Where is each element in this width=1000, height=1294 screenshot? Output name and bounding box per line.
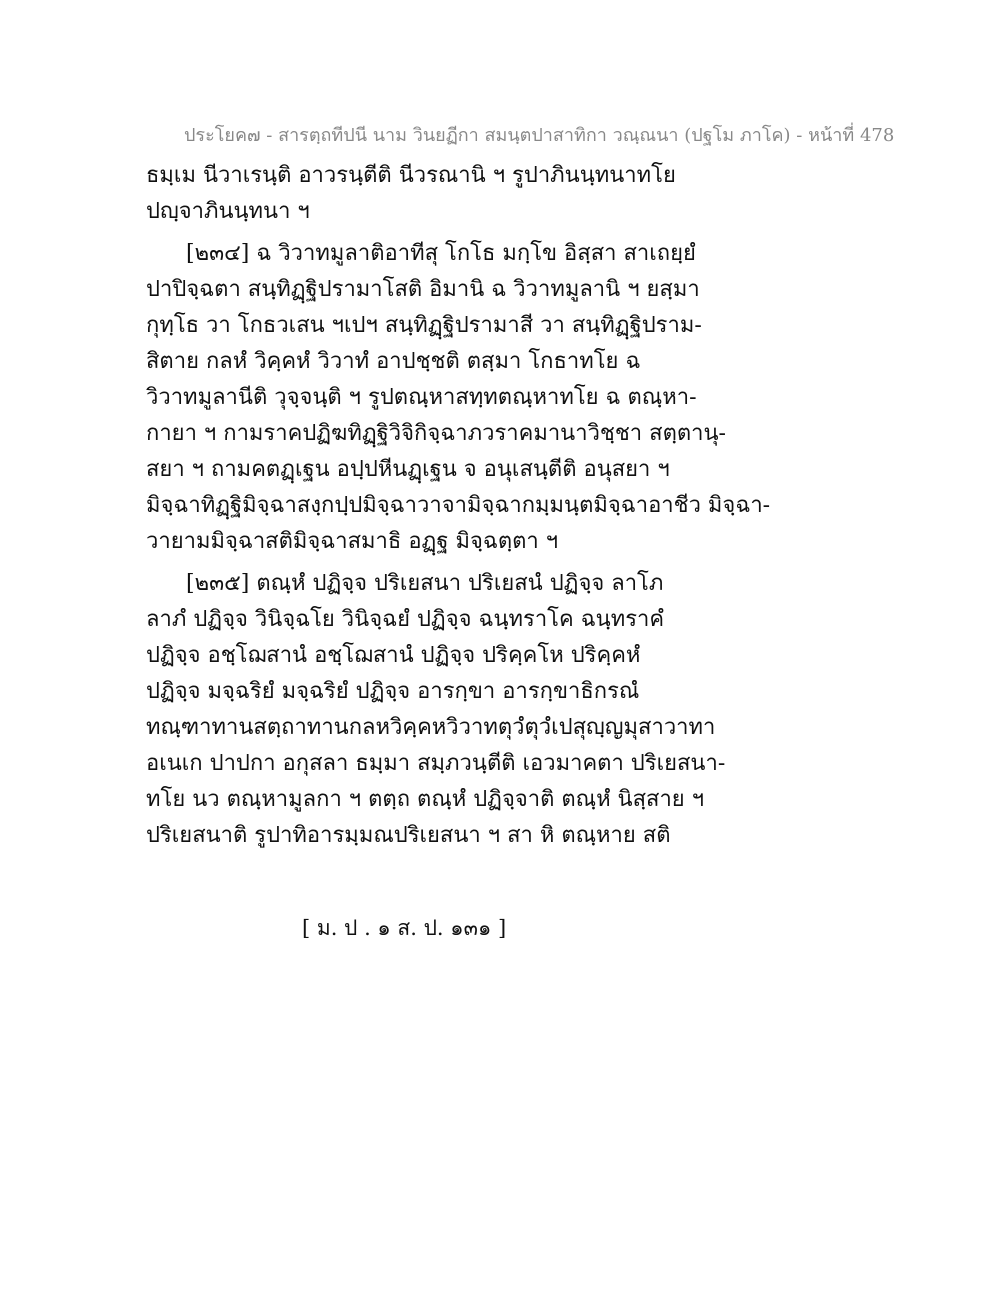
text-line: [๒๓๕] ตณฺหํ ปฏิจฺจ ปริเยสนา ปริเยสนํ ปฏิจฺจ ลาโภ	[186, 571, 664, 596]
text-line: ปฏิจฺจ มจฺฉริยํ มจฺฉริยํ ปฏิจฺจ อารกฺขา อารกฺขาธิกรณํ	[146, 679, 640, 704]
text-line: ปญฺจาภินนฺทนา ฯ	[146, 199, 310, 224]
paragraph-1	[146, 158, 866, 230]
text-line: ปริเยสนาติ รูปาทิอารมฺมณปริเยสนา ฯ สา หิ ตณฺหาย สติ	[146, 823, 671, 848]
text-line: ทณฺฑาทานสตฺถาทานกลหวิคฺคหวิวาทตุวํตุวํเปสุญฺญมุสาวาทา	[146, 715, 716, 740]
text-line: วายามมิจฺฉาสติมิจฺฉาสมาธิ อฏฺฐ มิจฺฉตฺตา ฯ	[146, 529, 559, 554]
text-line: สยา ฯ ถามคตฏฺเฐน อปฺปหีนฏฺเฐน จ อนุเสนฺตีติ อนุสยา ฯ	[146, 457, 670, 482]
page-header: ประโยค๗ - สารตฺถทีปนี นาม วินยฏีกา สมนฺตปาสาทิกา วณฺณนา (ปฐโม ภาโค) - หน้าที่ 478	[184, 125, 895, 146]
text-line: ลาภํ ปฏิจฺจ วินิจฺฉโย วินิจฺฉยํ ปฏิจฺจ ฉนฺทราโค ฉนฺทราคํ	[146, 607, 665, 632]
page-reference: [ ม. ป . ๑ ส. ป. ๑๓๑ ]	[302, 916, 507, 940]
text-line: กายา ฯ กามราคปฏิฆทิฏฺฐิวิจิกิจฺฉาภวราคมานาวิชฺชา สตฺตานุ-	[146, 421, 726, 446]
body-text	[146, 158, 866, 854]
text-line: ปาปิจฺฉตา สนฺทิฏฺฐิปรามาโสติ อิมานิ ฉ วิวาทมูลานิ ฯ ยสฺมา	[146, 277, 700, 302]
text-line: อเนเก ปาปกา อกุสลา ธมฺมา สมฺภวนฺตีติ เอวมาคตา ปริเยสนา-	[146, 751, 726, 776]
text-line: สิตาย กลหํ วิคฺคหํ วิวาทํ อาปชฺชติ ตสฺมา โกธาทโย ฉ	[146, 349, 641, 374]
paragraph-2	[146, 236, 866, 560]
text-line: วิวาทมูลานีติ วุจฺจนฺติ ฯ รูปตณฺหาสทฺทตณฺหาทโย ฉ ตณฺหา-	[146, 385, 697, 410]
paragraph-3	[146, 566, 866, 854]
text-line: ทโย นว ตณฺหามูลกา ฯ ตตฺถ ตณฺหํ ปฏิจฺจาติ ตณฺหํ นิสฺสาย ฯ	[146, 787, 705, 812]
text-line: กุทฺโธ วา โกธวเสน ฯเปฯ สนฺทิฏฺฐิปรามาสี วา สนฺทิฏฺฐิปราม-	[146, 313, 702, 338]
text-line: มิจฺฉาทิฏฺฐิมิจฺฉาสงฺกปฺปมิจฺฉาวาจามิจฺฉากมฺมนฺตมิจฺฉาอาชีว มิจฺฉา-	[146, 493, 771, 518]
text-line: ปฏิจฺจ อชฺโฌสานํ อชฺโฌสานํ ปฏิจฺจ ปริคฺคโห ปริคฺคหํ	[146, 643, 641, 668]
text-line: [๒๓๔] ฉ วิวาทมูลาติอาทีสุ โกโธ มกฺโข อิสฺสา สาเถยฺยํ	[186, 241, 696, 266]
text-line: ธมฺเม นีวาเรนฺติ อาวรนฺตีติ นีวรณานิ ฯ รูปาภินนฺทนาทโย	[146, 163, 676, 188]
